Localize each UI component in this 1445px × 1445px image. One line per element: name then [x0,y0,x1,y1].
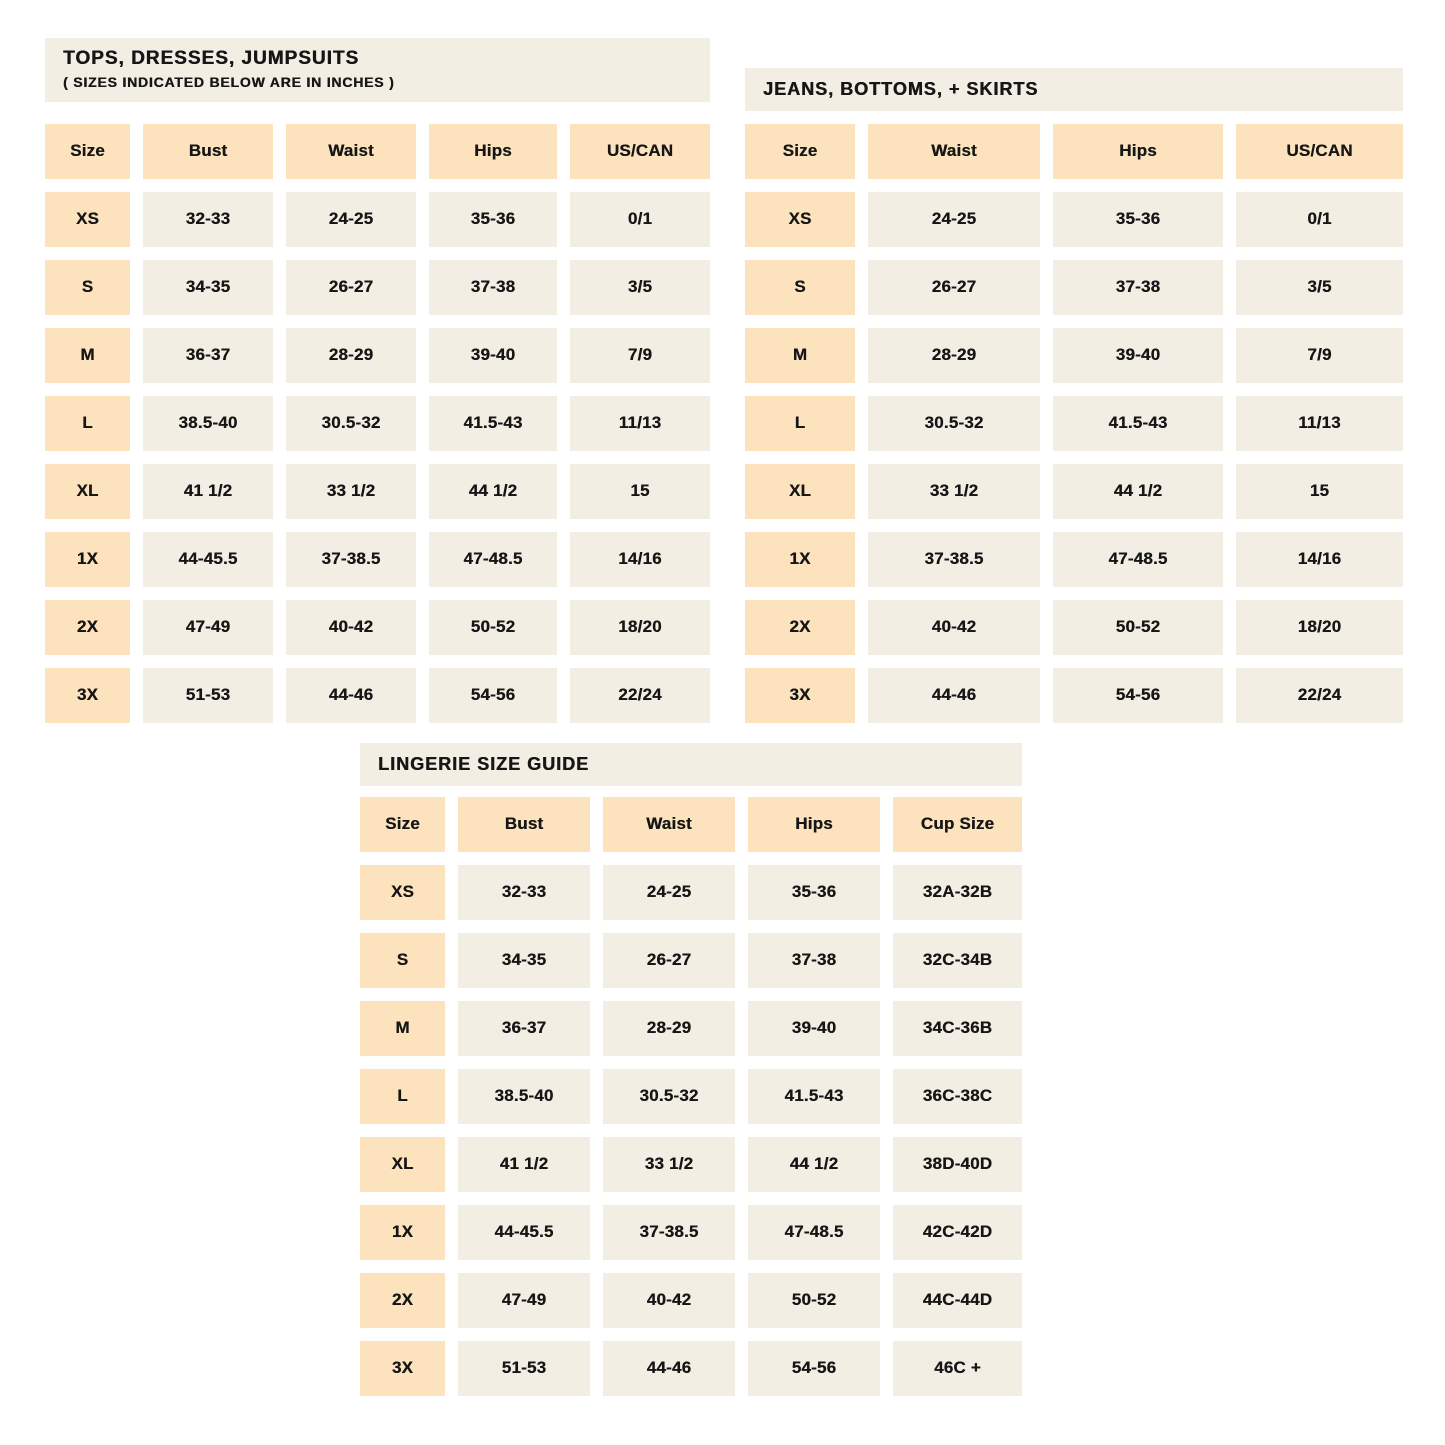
measurement-cell: 14/16 [570,532,710,587]
measurement-cell: 38.5-40 [458,1069,590,1124]
size-label-cell-2x: 2X [360,1273,445,1328]
measurement-cell: 41 1/2 [143,464,273,519]
measurement-cell: 33 1/2 [868,464,1040,519]
column-header-size: Size [360,797,445,852]
measurement-cell: 47-49 [458,1273,590,1328]
measurement-cell: 54-56 [748,1341,880,1396]
column-header-hips: Hips [748,797,880,852]
measurement-cell: 44 1/2 [1053,464,1223,519]
measurement-cell: 46C + [893,1341,1022,1396]
measurement-cell: 11/13 [1236,396,1403,451]
measurement-cell: 26-27 [868,260,1040,315]
tops-size-guide-section [45,38,710,723]
measurement-cell: 47-48.5 [429,532,557,587]
measurement-cell: 51-53 [143,668,273,723]
lingerie-size-table [360,797,1022,1396]
measurement-cell: 38D-40D [893,1137,1022,1192]
measurement-cell: 7/9 [570,328,710,383]
size-label-cell-xl: XL [745,464,855,519]
measurement-cell: 40-42 [286,600,416,655]
measurement-cell: 37-38 [748,933,880,988]
size-label-cell-m: M [745,328,855,383]
column-header-hips: Hips [429,124,557,179]
measurement-cell: 7/9 [1236,328,1403,383]
size-label-cell-2x: 2X [45,600,130,655]
column-header-bust: Bust [458,797,590,852]
size-label-cell-xl: XL [360,1137,445,1192]
size-label-cell-3x: 3X [745,668,855,723]
tops-title-banner [45,38,710,102]
measurement-cell: 47-49 [143,600,273,655]
measurement-cell: 44-45.5 [143,532,273,587]
lingerie-title-banner [360,743,1022,786]
column-header-size: Size [745,124,855,179]
column-header-waist: Waist [286,124,416,179]
measurement-cell: 30.5-32 [286,396,416,451]
size-label-cell-l: L [360,1069,445,1124]
measurement-cell: 50-52 [429,600,557,655]
measurement-cell: 35-36 [1053,192,1223,247]
measurement-cell: 39-40 [748,1001,880,1056]
column-header-cup-size: Cup Size [893,797,1022,852]
column-header-size: Size [45,124,130,179]
jeans-size-table [745,124,1403,723]
size-label-cell-xs: XS [45,192,130,247]
measurement-cell: 34-35 [143,260,273,315]
measurement-cell: 30.5-32 [603,1069,735,1124]
size-label-cell-3x: 3X [360,1341,445,1396]
size-label-cell-m: M [45,328,130,383]
size-label-cell-l: L [45,396,130,451]
measurement-cell: 15 [1236,464,1403,519]
measurement-cell: 18/20 [1236,600,1403,655]
size-label-cell-1x: 1X [745,532,855,587]
measurement-cell: 36-37 [458,1001,590,1056]
size-label-cell-3x: 3X [45,668,130,723]
size-label-cell-1x: 1X [45,532,130,587]
measurement-cell: 44-46 [286,668,416,723]
measurement-cell: 47-48.5 [1053,532,1223,587]
measurement-cell: 37-38.5 [868,532,1040,587]
measurement-cell: 26-27 [603,933,735,988]
tops-size-table [45,124,710,723]
measurement-cell: 28-29 [286,328,416,383]
measurement-cell: 44C-44D [893,1273,1022,1328]
measurement-cell: 44 1/2 [429,464,557,519]
measurement-cell: 24-25 [868,192,1040,247]
measurement-cell: 0/1 [1236,192,1403,247]
column-header-bust: Bust [143,124,273,179]
size-label-cell-1x: 1X [360,1205,445,1260]
measurement-cell: 37-38 [429,260,557,315]
measurement-cell: 39-40 [429,328,557,383]
column-header-hips: Hips [1053,124,1223,179]
measurement-cell: 14/16 [1236,532,1403,587]
measurement-cell: 22/24 [1236,668,1403,723]
measurement-cell: 44 1/2 [748,1137,880,1192]
size-label-cell-s: S [45,260,130,315]
lingerie-title: LINGERIE SIZE GUIDE [378,754,590,774]
measurement-cell: 18/20 [570,600,710,655]
measurement-cell: 44-45.5 [458,1205,590,1260]
size-label-cell-xl: XL [45,464,130,519]
measurement-cell: 41.5-43 [1053,396,1223,451]
tops-subtitle: ( SIZES INDICATED BELOW ARE IN INCHES ) [63,73,395,90]
measurement-cell: 32-33 [458,865,590,920]
measurement-cell: 41.5-43 [429,396,557,451]
measurement-cell: 51-53 [458,1341,590,1396]
measurement-cell: 24-25 [286,192,416,247]
column-header-us-can: US/CAN [570,124,710,179]
size-label-cell-s: S [745,260,855,315]
measurement-cell: 50-52 [748,1273,880,1328]
measurement-cell: 3/5 [570,260,710,315]
measurement-cell: 11/13 [570,396,710,451]
measurement-cell: 37-38.5 [603,1205,735,1260]
lingerie-size-guide-section [360,743,1022,1396]
measurement-cell: 41.5-43 [748,1069,880,1124]
measurement-cell: 32A-32B [893,865,1022,920]
measurement-cell: 22/24 [570,668,710,723]
jeans-title-banner [745,68,1403,111]
measurement-cell: 47-48.5 [748,1205,880,1260]
measurement-cell: 35-36 [429,192,557,247]
measurement-cell: 54-56 [429,668,557,723]
measurement-cell: 40-42 [603,1273,735,1328]
measurement-cell: 50-52 [1053,600,1223,655]
measurement-cell: 37-38.5 [286,532,416,587]
measurement-cell: 3/5 [1236,260,1403,315]
measurement-cell: 33 1/2 [286,464,416,519]
size-label-cell-xs: XS [745,192,855,247]
size-label-cell-2x: 2X [745,600,855,655]
measurement-cell: 35-36 [748,865,880,920]
size-label-cell-s: S [360,933,445,988]
measurement-cell: 28-29 [603,1001,735,1056]
measurement-cell: 41 1/2 [458,1137,590,1192]
measurement-cell: 26-27 [286,260,416,315]
measurement-cell: 28-29 [868,328,1040,383]
measurement-cell: 24-25 [603,865,735,920]
jeans-title: JEANS, BOTTOMS, + SKIRTS [763,79,1039,99]
size-label-cell-m: M [360,1001,445,1056]
column-header-us-can: US/CAN [1236,124,1403,179]
measurement-cell: 40-42 [868,600,1040,655]
measurement-cell: 39-40 [1053,328,1223,383]
measurement-cell: 44-46 [868,668,1040,723]
measurement-cell: 34C-36B [893,1001,1022,1056]
measurement-cell: 15 [570,464,710,519]
measurement-cell: 33 1/2 [603,1137,735,1192]
tops-title: TOPS, DRESSES, JUMPSUITS [63,48,360,69]
column-header-waist: Waist [603,797,735,852]
size-label-cell-xs: XS [360,865,445,920]
measurement-cell: 36-37 [143,328,273,383]
measurement-cell: 34-35 [458,933,590,988]
measurement-cell: 42C-42D [893,1205,1022,1260]
measurement-cell: 36C-38C [893,1069,1022,1124]
measurement-cell: 32C-34B [893,933,1022,988]
jeans-size-guide-section [745,68,1403,723]
column-header-waist: Waist [868,124,1040,179]
size-label-cell-l: L [745,396,855,451]
measurement-cell: 32-33 [143,192,273,247]
measurement-cell: 44-46 [603,1341,735,1396]
measurement-cell: 37-38 [1053,260,1223,315]
measurement-cell: 0/1 [570,192,710,247]
measurement-cell: 38.5-40 [143,396,273,451]
measurement-cell: 30.5-32 [868,396,1040,451]
measurement-cell: 54-56 [1053,668,1223,723]
